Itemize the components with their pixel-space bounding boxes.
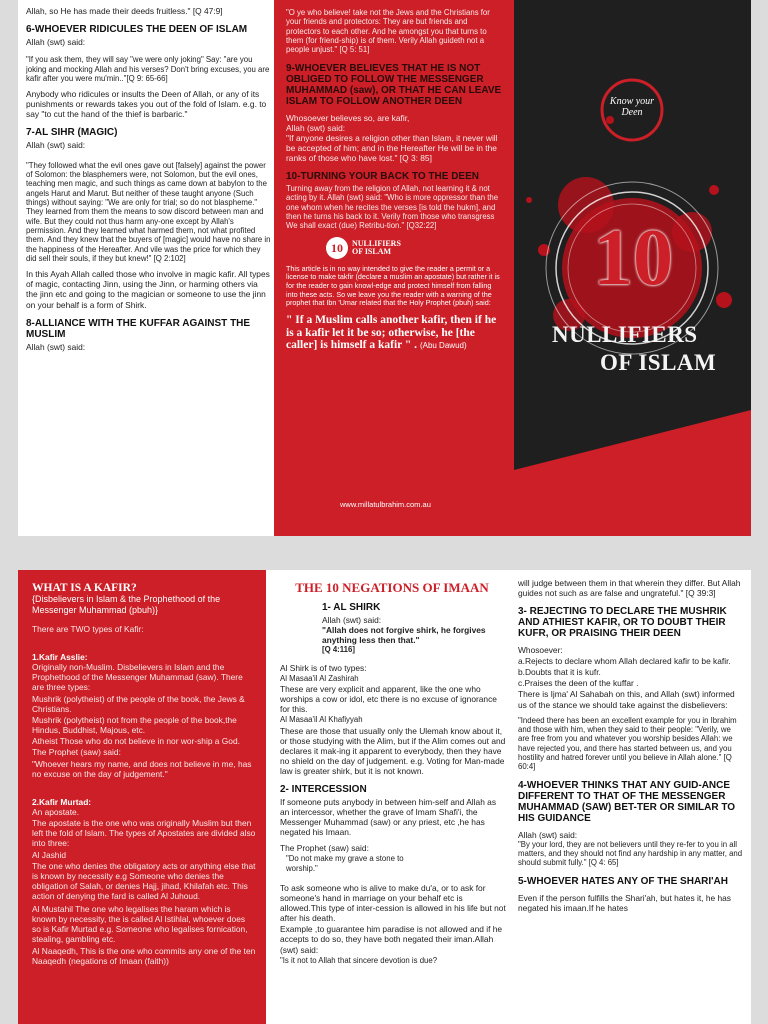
body-9: Whosoever believes so, are kafir, — [286, 112, 410, 123]
naaqedh-body: Al Naaqedh, This is the one who commits any one of the ten Naaqedh (negations of Imaan (faith)) — [32, 945, 256, 966]
kafir-murtad — [32, 787, 256, 817]
murtad-body: The apostate is the one who was originally Muslim but then left the fold of Islam. The types of Apostates are divided also into three: — [32, 817, 256, 849]
prophet-quote-2: "Do not make my grave a stone to worship." — [286, 854, 404, 873]
bottom-column-3 — [518, 570, 748, 1024]
intercession-body-2: To ask someone who is alive to make du'a, or to ask for someone's hand in marriage on your behalf etc is allowed.This type of inter-cession is allowed in his life but not after his death. — [280, 883, 506, 924]
quote-7: "They followed what the evil ones gave out [falsely] against the power of Solomon: the blasphemers were, not Solomon, but the evil ones, teaching men magic, and such things as came down at babylon to the angels Harut and Marut. But neither of these taught anyone (Such things) without saying: "We are only for trial; so do not blaspheme." They learned from them the means to sow discord between man and wife. But they could not thus harm any-one except by Allah's permission. And they learned what harmed them, not what profited them. And they knew that the buyers of [magic] would have no share in the happiness of the Hereafter. And vile was the price for which they did sell their souls, if they but knew!" [Q 2:102] — [26, 160, 271, 263]
intercession-body: If someone puts anybody in between him-self and Allah as an intercessor, whether the grave of Imam Shafi'i, the Messenger Muhammad (saw) or any priest, etc ,he has negated his Imaan. — [280, 796, 497, 838]
item-b: b.Doubts that it is kufr. — [518, 667, 601, 678]
small-logo — [326, 237, 502, 259]
know-your-deen-badge: Know your Deen — [609, 96, 655, 118]
prophet-said-2: The Prophet (saw) said: — [280, 843, 369, 854]
top-column-2 — [274, 0, 514, 536]
whosoever: Whosoever: — [518, 645, 563, 656]
bottom-panel — [18, 570, 751, 1024]
heading-9: 9-WHOEVER BELIEVES THAT HE IS NOT OBLIGED TO FOLLOW THE MESSENGER MUHAMMAD (saw), OR THAT HE CAN LEAVE ISLAM TO FOLLOW ANOTHER DEEN — [286, 62, 502, 107]
said-7: Allah (swt) said: — [26, 140, 86, 151]
hadith-source: (Abu Dawud) — [419, 341, 467, 351]
cover-number: 10 — [593, 214, 673, 302]
negations-title: THE 10 NEGATIONS OF IMAAN — [295, 580, 489, 595]
quote-9: "If anyone desires a religion other than Islam, it never will be accepted of him; and in the Hereafter He will be in the ranks of those who have lost." [Q 3: 85] — [286, 132, 498, 164]
kafir-heading: WHAT IS A KAFIR? — [32, 582, 137, 594]
item-c: c.Praises the deen of the kuffar . — [518, 678, 639, 689]
hadith-quote — [286, 314, 502, 352]
intro-text-3: will judge between them in that wherein they differ. But Allah guides not such as are false and ungrateful." [Q 39:3] — [518, 578, 741, 599]
asslie-definition: Originally non-Muslim. Disbelievers in Islam and the Prophethood of the Messenger Muhammad (saw). There are three types: — [32, 661, 243, 692]
bottom-column-2 — [272, 570, 512, 1024]
bottom-column-1 — [18, 570, 266, 1024]
prophet-said: The Prophet (saw) said: — [32, 747, 121, 758]
zahirah-body: These are very explicit and apparent, like the one who worships a cow or idol, etc there is no excuse of ignorance for this. — [280, 684, 497, 715]
heading-guidance: 4-WHOEVER THINKS THAT ANY GUID-ANCE DIFFERENT TO THAT OF THE MESSENGER MUHAMMAD (SAW) BET-TER OR SIMILAR TO HIS GUIDANCE — [518, 779, 736, 824]
quote-5-51: "O ye who believe! take not the Jews and the Christians for your friends and protectors: They are but friends and protectors to each other. And he amongst you that turns to them (for friend-ship) is of them. Verily Allah guideth not a people unjust." [Q 5: 51] — [286, 8, 490, 55]
logo-number: 10 — [326, 237, 348, 259]
item-a: a.Rejects to declare whom Allah declared kafir to be kafir. — [518, 656, 731, 667]
top-panel — [18, 0, 751, 536]
said-6: Allah (swt) said: — [26, 37, 86, 48]
murtad-heading: 2.Kafir Murtad: — [32, 796, 92, 807]
kafir-asslie — [32, 642, 256, 692]
prophet-quote: "Whoever hears my name, and does not believe in me, has no excuse on the day of judgement." — [32, 758, 252, 779]
kafir-subheading: {Disbelievers in Islam & the Prophethood of the Messenger Muhammad (pbuh)} — [32, 594, 221, 615]
mustahil-body: Al Mustahil The one who legalises the haram which is known by necessity, the is called Al Istihlal, whoever does so is Kafir Murtad e.g. Someone who legalises fornication, stealing, gambling etc. — [32, 903, 248, 944]
jashid-heading: Al Jashid — [32, 850, 66, 861]
type-1: Mushrik (polytheist) of the people of the book, the Jews & Christians. — [32, 694, 245, 715]
top-column-1 — [26, 0, 271, 536]
cover-panel — [514, 0, 751, 536]
heading-6: 6-WHOEVER RIDICULES THE DEEN OF ISLAM — [26, 24, 248, 36]
cover-title-1: NULLIFIERS — [552, 322, 698, 347]
type-3: Atheist Those who do not believe in nor wor-ship a God. — [32, 736, 240, 747]
body-7: In this Ayah Allah called those who involve in magic kafir. All types of magic, contacting Jinn, using the Jinn, or harming others via the jinn etc and going to the magician or someone to use the jinn on your behalf is a form of Shirk. — [26, 269, 270, 310]
asslie-heading: 1.Kafir Asslie: — [32, 651, 88, 662]
khafiyyah-label: Al Masaa'il Al Khafiyyah — [280, 715, 363, 725]
heading-8: 8-ALLIANCE WITH THE KUFFAR AGAINST THE MUSLIM — [26, 317, 251, 340]
heading-10: 10-TURNING YOUR BACK TO THE DEEN — [286, 171, 479, 183]
types-intro: There are TWO types of Kafir: — [32, 623, 144, 634]
heading-intercession: 2- INTERCESSION — [280, 783, 367, 795]
intro-text: Allah, so He has made their deeds fruitless." [Q 47:9] — [26, 6, 223, 16]
type-2: Mushrik (polytheist) not from the people of the book,the Hindus, Buddhist, Majous, etc. — [32, 715, 237, 736]
jashid-body: The one who denies the obligatory acts or anything else that is known by necessity e.g Someone who denies the obligation of Salah, or denies Hajj, jihad, Khilafah etc. This action of denying the fard is called Al Juhoud. — [32, 861, 256, 902]
quote-60-4: "Indeed there has been an excellent example for you in Ibrahim and those with him, when they said to their people: "Verily, we are free from you and whatever you worship besides Allah: we have rejected you, and there has started between us, and you hostility and hatred forever until you believe in Allah alone." [Q 60:4] — [518, 715, 737, 772]
said-shirk: Allah (swt) said: — [322, 615, 382, 625]
ref-shirk: [Q 4:116] — [322, 645, 355, 655]
hates-body: Even if the person fulfills the Shari'ah, but hates it, he has negated his imaan.If he hates — [518, 892, 731, 913]
said-8: Allah (swt) said: — [26, 341, 86, 352]
heading-7: 7-AL SIHR (MAGIC) — [26, 127, 118, 139]
logo-text: NULLIFIERS OF ISLAM — [352, 238, 401, 256]
quote-shirk: "Allah does not forgive shirk, he forgives anything less then that." — [322, 625, 486, 646]
heading-hates: 5-WHOEVER HATES ANY OF THE SHARI'AH — [518, 875, 728, 887]
website-url[interactable]: www.millatulbrahim.com.au — [340, 500, 431, 509]
cover-title-2: OF ISLAM — [600, 350, 717, 375]
quote-6: "If you ask them, they will say "we were only joking" Say: "are you joking and mocking Allah and his verses? Don't bring excuses, you are kafir after you were mu'min.."[Q 9: 65-66] — [26, 55, 270, 83]
zahirah-label: Al Masaa'il Al Zashirah — [280, 673, 359, 683]
ijma-text: There is Ijma' Al Sahabah on this, and Allah (swt) informed us of the stance we should take against the disbelievers: — [518, 689, 735, 710]
intercession-body-3: Example ,to guarantee him paradise is not allowed and if he accepts to do so, they have both negated their iman.Allah (swt) said: — [280, 924, 503, 955]
body-6: Anybody who ridicules or insults the Deen of Allah, or any of its punishments or rewards takes you out of the fold of Islam. e.g. to say "to cut the hand of the thief is barbaric." — [26, 89, 267, 120]
said-4: Allah (swt) said: — [518, 829, 578, 840]
body-10: Turning away from the religion of Allah, not learning it & not acting by it. Allah (swt) said: "Who is more oppressor than the one whom when he recites the verses [is told the hukm], and then he turns his back to it. Verily from those who transgress We shall exact (due) Retribu-tion." [Q32:22] — [286, 184, 499, 231]
hadith-text: " If a Muslim calls another kafir, then if he is a kafir let it be so; otherwise, he [the caller] is himself a kafir " . — [286, 314, 497, 352]
murtad-definition: An apostate. — [32, 806, 80, 817]
heading-rejecting: 3- REJECTING TO DECLARE THE MUSHRIK AND ATHIEST KAFIR, OR TO DOUBT THEIR KUFR, OR PRAISING THEIR DEEN — [518, 606, 727, 640]
said-9: Allah (swt) said: — [286, 122, 346, 133]
shirk-types: Al Shirk is of two types: — [280, 662, 367, 673]
intercession-body-4: "Is it not to Allah that sincere devotion is due? — [280, 955, 438, 965]
quote-4-65: "By your lord, they are not believers until they re-fer to you in all matters, and they should not find any hardship in any matter, and should submit fully." [Q 4: 65] — [518, 839, 743, 868]
shirk-block — [272, 602, 512, 655]
khafiyyah-body: These are those that usually only the Ulemah know about it, or those studying with the Alim, but if the Alim comes out and declares it mak-ing it apparent to everybody, then they have no shield on the day of judgement. e.g. Voting for Man-made law is greater shirk, but it is not known. — [280, 725, 506, 776]
heading-shirk: 1- AL SHIRK — [322, 602, 381, 613]
disclaimer-text: This article is in no way intended to give the reader a permit or a license to make takfir (declare a muslim an apostate) but rather it is for the reader to gain knowl-edge and protect himself from falling into these acts. So we leave you the reader with a warning of the prophet that Ibn 'Umar related that the Holy Prophet (pbuh) said: — [286, 263, 500, 308]
